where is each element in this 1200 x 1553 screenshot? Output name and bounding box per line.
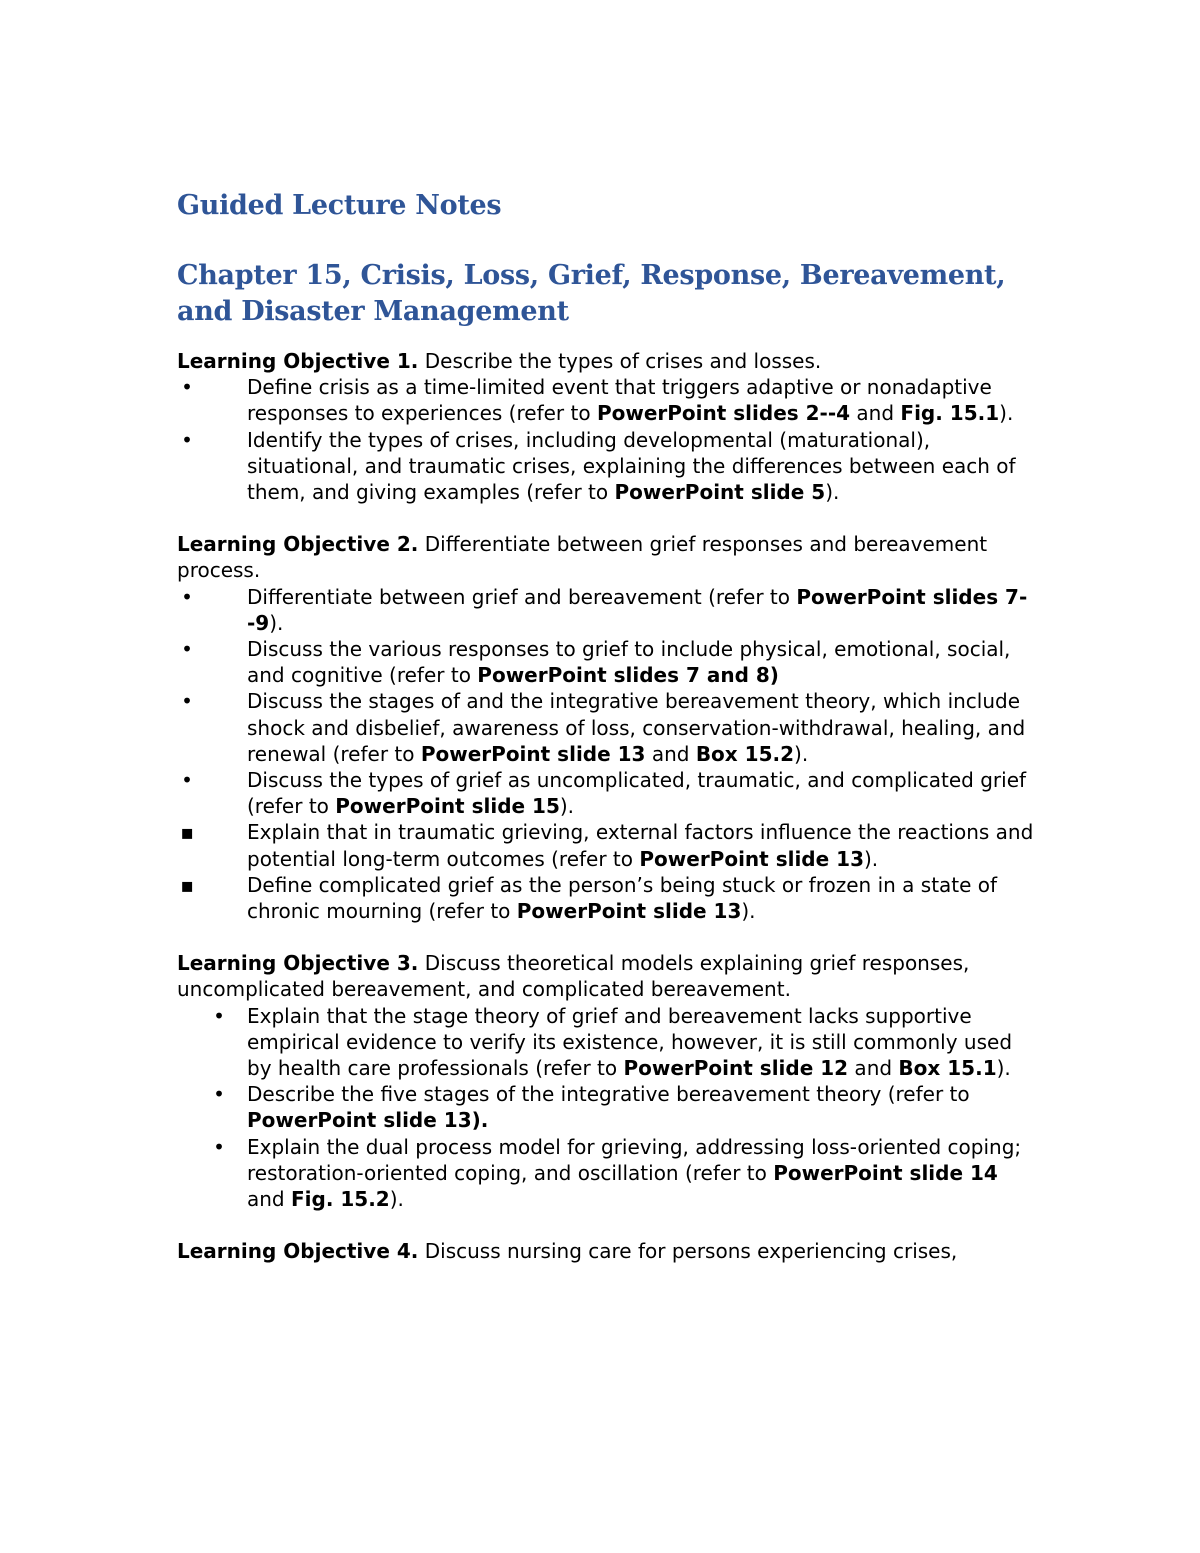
item-text: ). <box>741 899 756 924</box>
list-item <box>177 1081 1037 1133</box>
reference-text: PowerPoint slides 2--4 <box>596 401 851 426</box>
item-text: and <box>848 1056 899 1081</box>
objective-text: Discuss theoretical models explaining grief responses, uncomplicated bereavement, and complicated bereavement. <box>177 951 970 1002</box>
list-item <box>177 767 1037 819</box>
item-text: Explain that the stage theory of grief and bereavement lacks supportive empirical evidence to verify its existence, however, it is still commonly used by health care professionals (refer to <box>247 1003 1013 1081</box>
reference-text: PowerPoint slide 13 <box>639 846 864 871</box>
item-text: Explain that in traumatic grieving, external factors influence the reactions and potential long-term outcomes (refer to <box>247 820 1034 871</box>
reference-text: Box 15.1 <box>898 1056 997 1081</box>
list-item <box>177 1134 1037 1213</box>
item-text: ). <box>825 480 840 505</box>
item-text: ). <box>794 741 809 766</box>
reference-text: PowerPoint slide 13 <box>420 741 646 766</box>
bullet-icon: ▪ <box>180 820 194 845</box>
bullet-icon: • <box>181 768 193 793</box>
bullet-icon: • <box>213 1003 225 1028</box>
list-item <box>177 636 1037 688</box>
bullet-icon: ▪ <box>180 872 194 897</box>
list-item <box>177 688 1037 767</box>
objective-text: Discuss nursing care for persons experiencing crises, <box>418 1239 958 1264</box>
learning-objective-section <box>177 1238 1037 1264</box>
objective-label: Learning Objective 4. <box>177 1239 419 1264</box>
item-text: ). <box>269 610 284 635</box>
learning-objective-heading <box>177 950 1037 1002</box>
item-text: ). <box>389 1187 404 1212</box>
item-text: and <box>850 401 901 426</box>
reference-text: PowerPoint slide 15 <box>335 794 560 819</box>
objective-label: Learning Objective 1. <box>177 349 419 373</box>
list-item <box>177 1003 1037 1082</box>
chapter-heading: Chapter 15, Crisis, Loss, Grief, Response, Bereavement, and Disaster Management <box>177 260 1006 327</box>
bullet-icon: • <box>181 375 193 400</box>
bullet-icon: • <box>213 1082 225 1107</box>
item-text: Identify the types of crises, including developmental (maturational), situational, and traumatic crises, explaining the differences between each of them, and giving examples (refer to <box>247 427 1016 505</box>
reference-text: PowerPoint slides 7 and 8) <box>477 663 779 688</box>
bullet-list <box>177 374 1037 505</box>
bullet-list <box>177 584 1037 925</box>
item-text: Differentiate between grief and bereavement (refer to <box>247 584 797 609</box>
learning-objective-heading <box>177 1238 1037 1264</box>
learning-objective-heading <box>177 348 1037 374</box>
objective-text: Describe the types of crises and losses. <box>418 349 822 373</box>
reference-text: Fig. 15.2 <box>290 1187 390 1212</box>
item-text: Discuss the types of grief as uncomplicated, traumatic, and complicated grief (refer to <box>247 768 1027 819</box>
list-item <box>177 374 1037 426</box>
reference-text: PowerPoint slide 5 <box>614 480 826 505</box>
list-item <box>177 819 1037 871</box>
item-text: Define complicated grief as the person’s being stuck or frozen in a state of chronic mourning (refer to <box>247 872 998 924</box>
item-text: Discuss the stages of and the integrative bereavement theory, which include shock and disbelief, awareness of loss, conservation-withdrawal, healing, and renewal (refer to <box>247 689 1026 766</box>
reference-text: Box 15.2 <box>695 741 795 766</box>
item-text: Explain the dual process model for grieving, addressing loss-oriented coping; restoration-oriented coping, and oscillation (refer to <box>247 1134 1022 1185</box>
item-text: Define crisis as a time-limited event that triggers adaptive or nonadaptive responses to experiences (refer to <box>247 375 992 426</box>
item-text: Discuss the various responses to grief to include physical, emotional, social, and cognitive (refer to <box>247 637 1011 688</box>
item-text: ). <box>559 794 575 819</box>
item-text: ). <box>999 401 1014 426</box>
list-item <box>177 584 1037 636</box>
reference-text: PowerPoint slide 13 <box>516 899 742 924</box>
reference-text: PowerPoint slide 14 <box>773 1160 998 1185</box>
learning-objective-heading <box>177 531 1037 583</box>
learning-objective-section <box>177 348 1037 505</box>
document-title: Guided Lecture Notes <box>177 190 502 221</box>
item-text: Describe the five stages of the integrative bereavement theory (refer to <box>247 1082 970 1107</box>
reference-text: PowerPoint slide 12 <box>623 1056 849 1081</box>
bullet-icon: • <box>213 1134 225 1159</box>
list-item <box>177 872 1037 924</box>
objectives-list <box>177 348 1037 1265</box>
objective-label: Learning Objective 2. <box>177 532 419 557</box>
objective-label: Learning Objective 3. <box>177 951 419 976</box>
reference-text: PowerPoint slides 7--9 <box>247 584 1028 635</box>
reference-text: Fig. 15.1 <box>900 401 1000 426</box>
bullet-icon: • <box>181 689 193 714</box>
reference-text: PowerPoint slide 13). <box>247 1108 489 1133</box>
item-text: ). <box>996 1056 1011 1081</box>
bullet-icon: • <box>181 584 193 609</box>
bullet-list <box>177 1003 1037 1213</box>
document-page <box>177 186 1037 1265</box>
learning-objective-section <box>177 950 1037 1212</box>
bullet-icon: • <box>181 427 193 452</box>
learning-objective-section <box>177 531 1037 924</box>
objective-text: Differentiate between grief responses and bereavement process. <box>177 532 988 583</box>
item-text: ). <box>863 846 879 871</box>
item-text: and <box>247 1187 291 1212</box>
bullet-icon: • <box>181 637 193 662</box>
item-text: and <box>645 741 696 766</box>
list-item <box>177 427 1037 506</box>
